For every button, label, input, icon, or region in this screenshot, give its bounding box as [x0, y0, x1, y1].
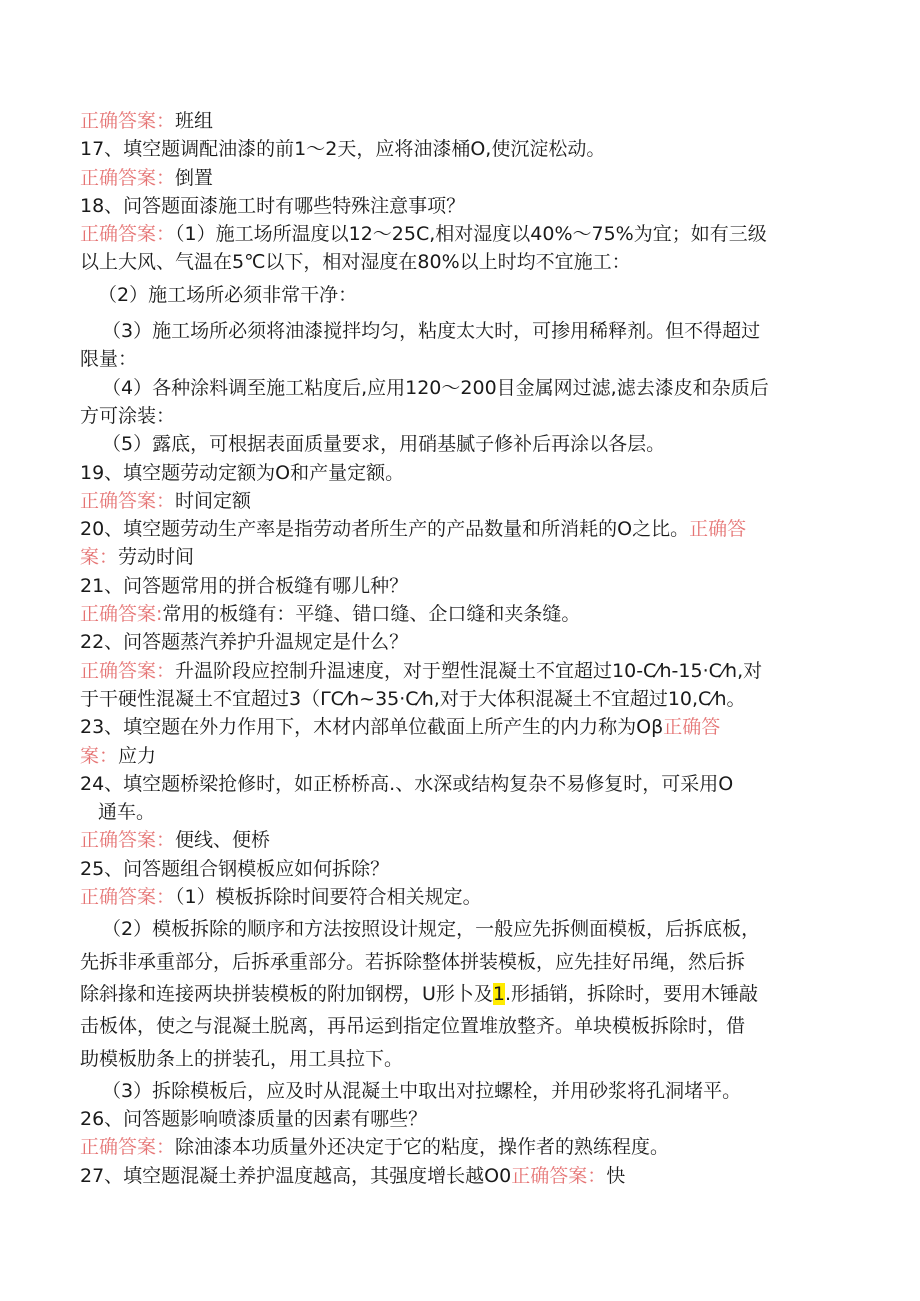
answer-text: 常用的板缝有：平缝、错口缝、企口缝和夹条缝。	[162, 603, 581, 626]
answer-line	[80, 543, 840, 571]
answer-text: 除斜掾和连接两块拼装模板的附加钢楞，U形卜及	[80, 982, 493, 1005]
answer-text: 以上大风、气温在5℃以下，相对湿度在80%以上时均不宜施工：	[80, 251, 631, 274]
answer-continuation	[80, 1012, 840, 1040]
answer-continuation	[80, 248, 840, 276]
question-text: 27、填空题混凝土养护温度越高，其强度增长越O0	[80, 1164, 512, 1187]
question-text: 26、问答题影响喷漆质量的因素有哪些？	[80, 1108, 428, 1131]
answer-line	[80, 657, 840, 685]
answer-text: .形插销，拆除时，要用木锤敲	[505, 982, 759, 1005]
answer-text: 除油漆本功质量外还决定于它的粘度，操作者的熟练程度。	[175, 1136, 670, 1159]
answer-label: 正确答	[689, 518, 747, 541]
answer-text: （1）模板拆除时间要符合相关规定。	[175, 886, 482, 909]
answer-label: 正确答案：	[80, 489, 176, 512]
question-text: 24、填空题桥梁抢修时，如正桥桥高.、水深或结构复杂不易修复时，可采用O	[80, 772, 734, 795]
answer-label: 正确答	[663, 716, 721, 739]
answer-text: 快	[606, 1164, 626, 1187]
answer-continuation	[80, 980, 840, 1008]
answer-line	[80, 487, 840, 515]
question-18	[80, 192, 840, 220]
question-21	[80, 572, 840, 600]
question-23	[80, 713, 840, 741]
answer-line	[80, 883, 840, 911]
question-text: 22、问答题蒸汽养护升温规定是什么？	[80, 631, 409, 654]
answer-text: 于干硬性混凝土不宜超过3（ΓC⁄h~35·C⁄h,对于大体积混凝土不宜超过10,C⁄h。	[80, 687, 746, 710]
answer-item	[80, 915, 840, 943]
answer-item	[80, 374, 840, 402]
answer-text: 助模板肋条上的拼装孔，用工具拉下。	[80, 1047, 404, 1070]
question-25	[80, 855, 840, 883]
answer-label: 案：	[80, 744, 119, 767]
answer-text: （5）露底，可根据表面质量要求，用硝基腻子修补后再涂以各层。	[102, 433, 666, 456]
question-27	[80, 1162, 840, 1190]
question-text: 17、填空题调配油漆的前1～2天，应将油漆桶O,使沉淀松动。	[80, 138, 606, 161]
answer-item	[80, 317, 840, 345]
answer-text: 方可涂装：	[80, 404, 176, 427]
answer-continuation	[80, 345, 840, 373]
answer-line	[80, 826, 840, 854]
question-20	[80, 515, 840, 543]
question-text: 18、问答题面漆施工时有哪些特殊注意事项？	[80, 194, 466, 217]
answer-text: 便线、便桥	[175, 829, 271, 852]
answer-text: 先拆非承重部分，后拆承重部分。若拆除整体拼装模板，应先挂好吊绳，然后拆	[80, 950, 746, 973]
answer-text: 时间定额	[175, 489, 252, 512]
answer-label: 案：	[80, 546, 119, 569]
answer-label: 正确答案：	[80, 1136, 176, 1159]
question-17	[80, 135, 840, 163]
answer-item	[80, 430, 840, 458]
question-text: 20、填空题劳动生产率是指劳动者所生产的产品数量和所消耗的O之比。	[80, 518, 690, 541]
answer-text: （3）拆除模板后，应及时从混凝土中取出对拉螺栓，并用砂浆将孔洞堵平。	[102, 1079, 742, 1102]
question-text: 23、填空题在外力作用下，木材内部单位截面上所产生的内力称为Oβ	[80, 716, 664, 739]
document-body	[80, 107, 840, 1190]
answer-item	[80, 1077, 840, 1105]
answer-label: 正确答案：	[80, 110, 176, 132]
answer-continuation	[80, 685, 840, 713]
answer-text: 限量：	[80, 348, 138, 371]
question-text: 通车。	[98, 801, 156, 824]
question-continuation	[80, 798, 840, 826]
answer-text: （2）模板拆除的顺序和方法按照设计规定，一般应先拆侧面模板，后拆底板，	[102, 918, 761, 941]
answer-text: （4）各种涂料调至施工粘度后,应用120～200目金属网过滤,滤去漆皮和杂质后	[102, 376, 769, 399]
answer-text: 劳动时间	[118, 546, 195, 569]
highlighted-text: 1	[492, 982, 506, 1005]
question-24	[80, 770, 840, 798]
answer-line	[80, 742, 840, 770]
answer-text: 班组	[175, 110, 214, 132]
answer-label: 正确答案：	[80, 829, 176, 852]
answer-label: 正确答案：	[511, 1164, 607, 1187]
question-22	[80, 628, 840, 656]
answer-label: 正确答案：	[80, 166, 176, 189]
question-text: 21、问答题常用的拼合板缝有哪儿种？	[80, 574, 409, 597]
answer-continuation	[80, 948, 840, 976]
answer-line	[80, 1133, 840, 1161]
answer-line	[80, 107, 840, 135]
answer-text: （2）施工场所必须非常干净：	[98, 283, 358, 306]
answer-item	[80, 281, 840, 309]
answer-label: 正确答案：	[80, 886, 176, 909]
question-26	[80, 1105, 840, 1133]
question-text: 25、问答题组合钢模板应如何拆除？	[80, 857, 390, 880]
answer-text: （1）施工场所温度以12～25C,相对湿度以40%～75%为宜；如有三级	[175, 223, 767, 246]
answer-text: 升温阶段应控制升温速度，对于塑性混凝土不宜超过10-C⁄h-15·C⁄h,对	[175, 659, 763, 682]
answer-continuation	[80, 1045, 840, 1073]
answer-continuation	[80, 402, 840, 430]
answer-label: 正确答案：	[80, 223, 176, 246]
answer-text: 击板体，使之与混凝土脱离，再吊运到指定位置堆放整齐。单块模板拆除时，借	[80, 1015, 746, 1038]
answer-line	[80, 600, 840, 628]
answer-label: 正确答案:	[80, 603, 163, 626]
answer-line	[80, 220, 840, 248]
answer-line	[80, 164, 840, 192]
question-19	[80, 459, 840, 487]
answer-text: （3）施工场所必须将油漆搅拌均匀，粘度太大时，可掺用稀释剂。但不得超过	[102, 320, 761, 343]
answer-label: 正确答案：	[80, 659, 176, 682]
answer-text: 应力	[118, 744, 157, 767]
answer-text: 倒置	[175, 166, 214, 189]
question-text: 19、填空题劳动定额为O和产量定额。	[80, 461, 405, 484]
